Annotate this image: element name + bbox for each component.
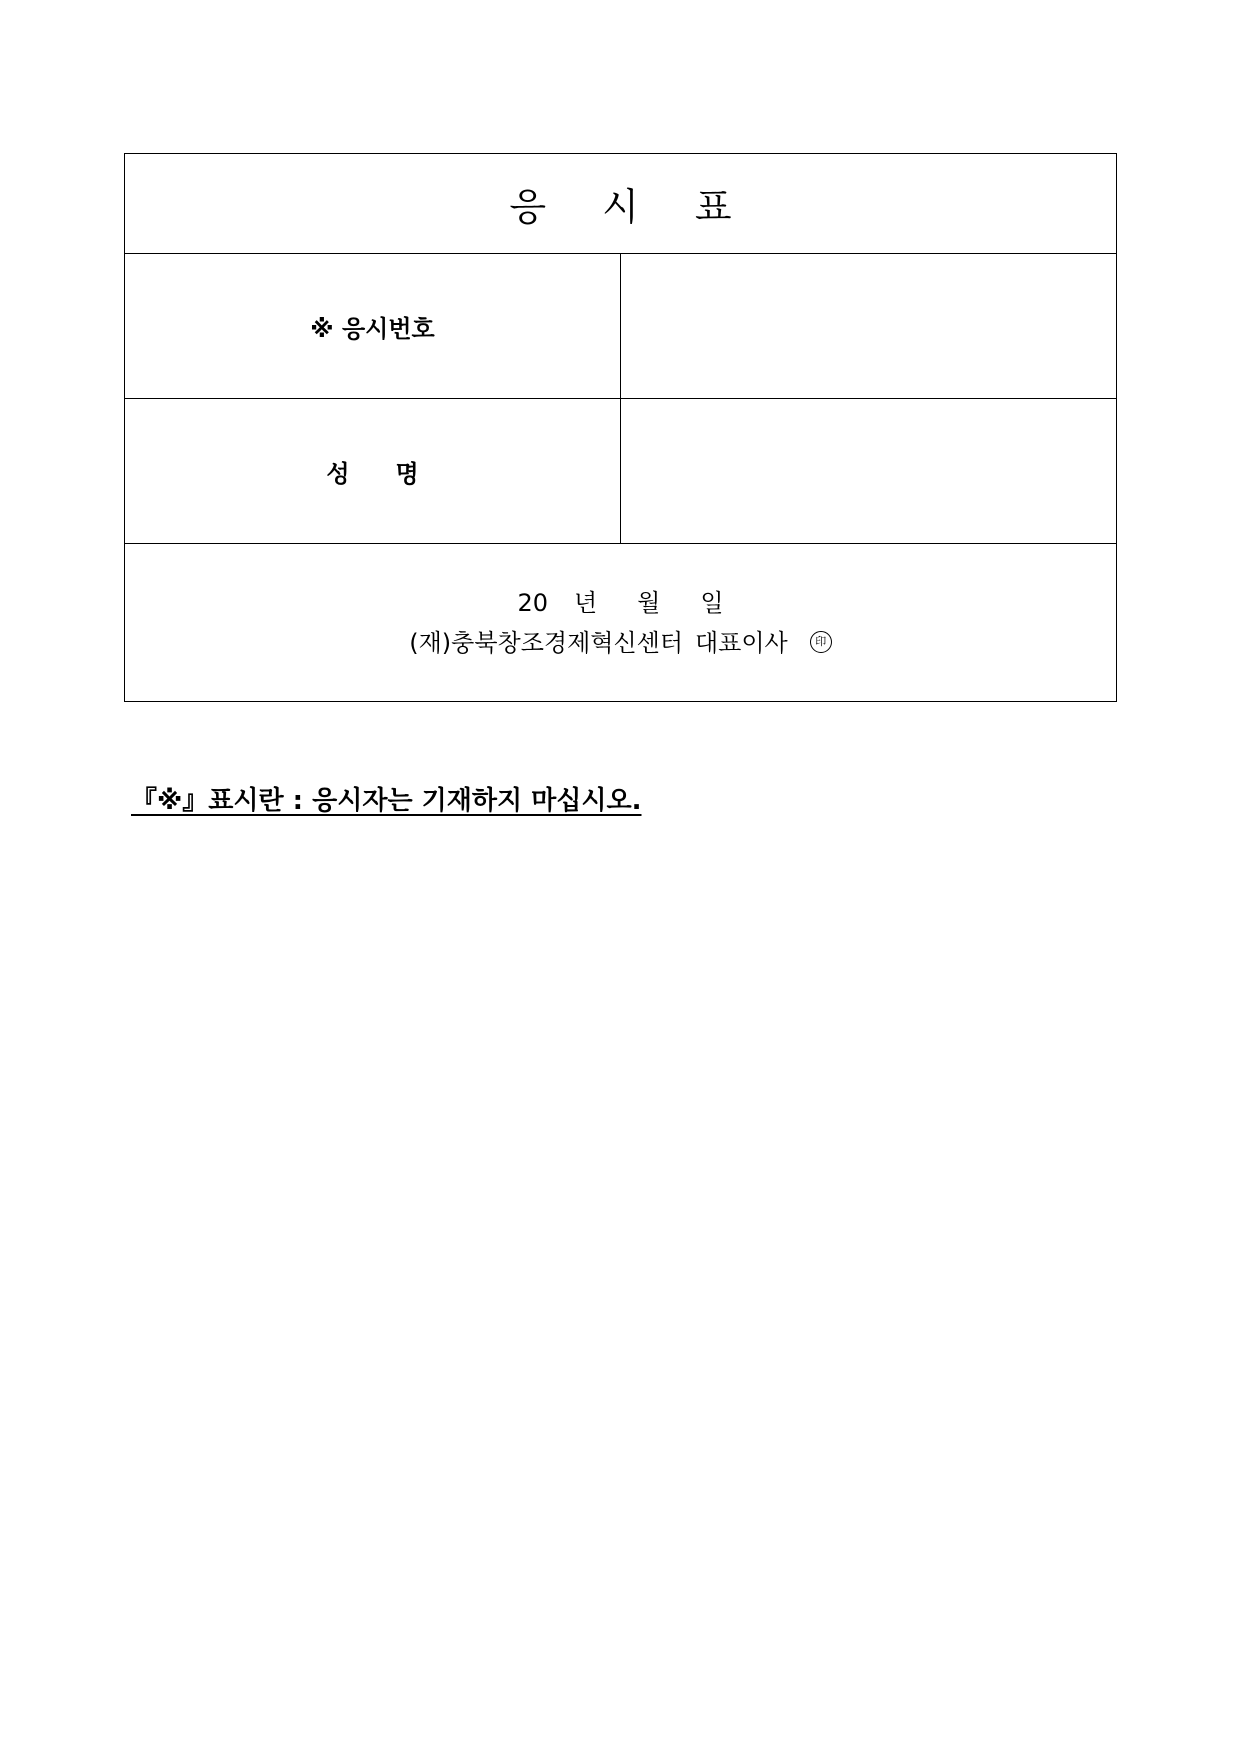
issuer-title: 대표이사 — [695, 628, 788, 657]
seal-icon: 印 — [810, 631, 832, 653]
year-unit: 년 — [573, 588, 598, 617]
notice-text: 『※』표시란 : 응시자는 기재하지 마십시오. — [131, 786, 642, 816]
year-prefix: 20 — [517, 588, 548, 617]
issuer-name: (재)충북창조경제혁신센터 — [409, 628, 683, 657]
name-label-first: 성 — [326, 459, 350, 488]
form-title: 응 시 표 — [125, 154, 1117, 254]
day-unit: 일 — [700, 588, 724, 617]
name-field[interactable] — [621, 399, 1117, 544]
month-unit: 월 — [637, 588, 661, 617]
exam-admission-ticket-form — [124, 153, 1117, 702]
exam-number-label: ※ 응시번호 — [125, 254, 621, 399]
exam-number-field[interactable] — [621, 254, 1117, 399]
name-label — [125, 399, 621, 544]
issuer-line — [125, 623, 1116, 663]
date-line — [125, 583, 1116, 623]
issuer-block — [125, 544, 1117, 702]
name-label-second: 명 — [395, 459, 419, 488]
